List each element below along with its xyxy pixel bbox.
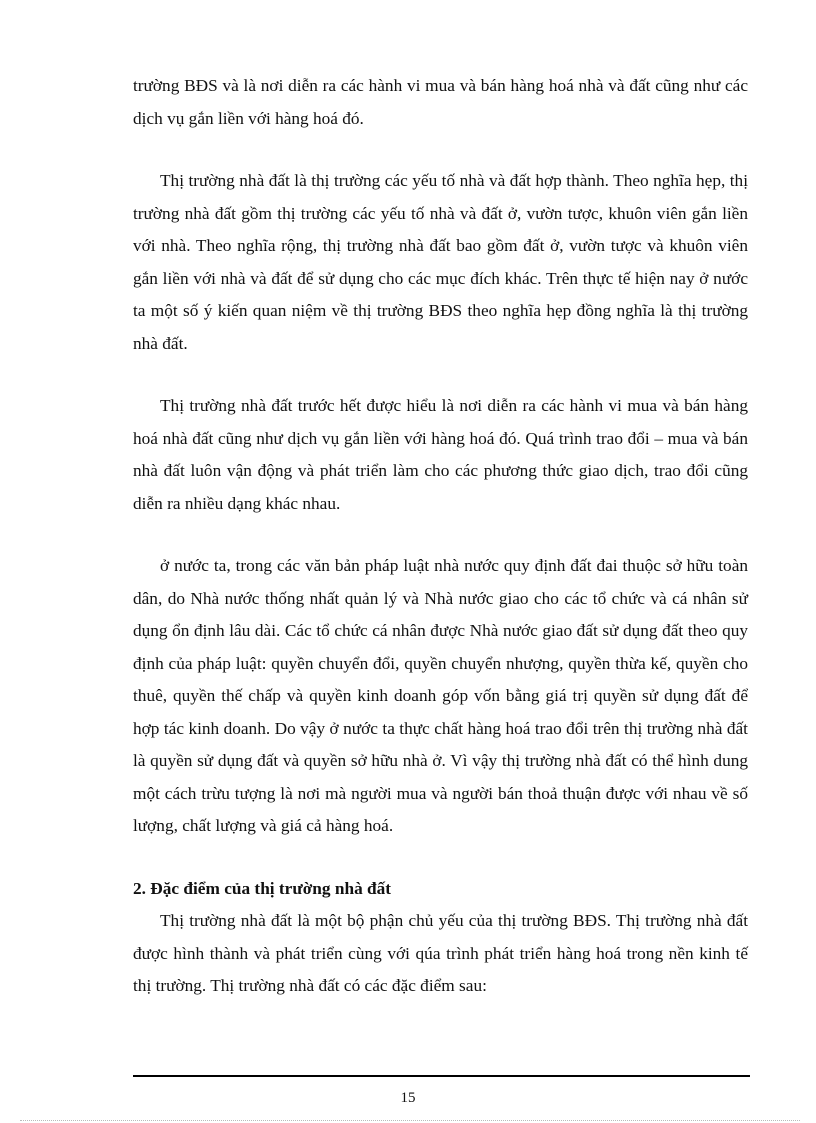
footer-divider	[133, 1075, 750, 1077]
document-body	[133, 70, 748, 1003]
page-number: 15	[400, 1090, 416, 1106]
paragraph-section-intro: Thị trường nhà đất là một bộ phận chủ yếu của thị trường BĐS. Thị trường nhà đất được hình thành và phát triển cùng với qúa trình phát triển hàng hoá trong nền kinh tế thị trường. Thị trường nhà đất có các đặc điểm sau:	[133, 911, 748, 995]
paragraph-understanding: Thị trường nhà đất trước hết được hiểu là nơi diễn ra các hành vi mua và bán hàng hoá nhà đất cũng như dịch vụ gắn liền với hàng hoá đó. Quá trình trao đổi – mua và bán nhà đất luôn vận động và phát triển làm cho các phương thức giao dịch, trao đổi cũng diễn ra nhiều dạng khác nhau.	[133, 396, 748, 513]
paragraph-legal-context: ở nước ta, trong các văn bản pháp luật nhà nước quy định đất đai thuộc sở hữu toàn dân, do Nhà nước thống nhất quản lý và Nhà nước giao cho các tổ chức và cá nhân sử dụng ổn định lâu dài. Các tổ chức cá nhân được Nhà nước giao đất sử dụng đất theo quy định của pháp luật: quyền chuyển đổi, quyền chuyển nhượng, quyền thừa kế, quyền cho thuê, quyền thế chấp và quyền kinh doanh góp vốn bằng giá trị quyền sử dụng đất để hợp tác kinh doanh. Do vậy ở nước ta thực chất hàng hoá trao đổi trên thị trường nhà đất là quyền sử dụng đất và quyền sở hữu nhà ở. Vì vậy thị trường nhà đất có thể hình dung một cách trừu tượng là nơi mà người mua và người bán thoả thuận được với nhau về số lượng, chất lượng và giá cả hàng hoá.	[133, 556, 748, 835]
section-heading: 2. Đặc điểm của thị trường nhà đất	[133, 878, 392, 898]
paragraph-definition: Thị trường nhà đất là thị trường các yếu tố nhà và đất hợp thành. Theo nghĩa hẹp, thị trường nhà đất gồm thị trường các yếu tố nhà và đất ở, vườn tược, khuôn viên gắn liền với nhà. Theo nghĩa rộng, thị trường nhà đất bao gồm đất ở, vườn tược và khuôn viên gắn liền với nhà và đất để sử dụng cho các mục đích khác. Trên thực tế hiện nay ở nước ta một số ý kiến quan niệm về thị trường BĐS theo nghĩa hẹp đồng nghĩa là thị trường nhà đất.	[133, 171, 748, 353]
page-edge-divider	[20, 1120, 800, 1121]
paragraph-continuation: trường BĐS và là nơi diễn ra các hành vi mua và bán hàng hoá nhà và đất cũng như các dịch vụ gắn liền với hàng hoá đó.	[133, 76, 748, 128]
